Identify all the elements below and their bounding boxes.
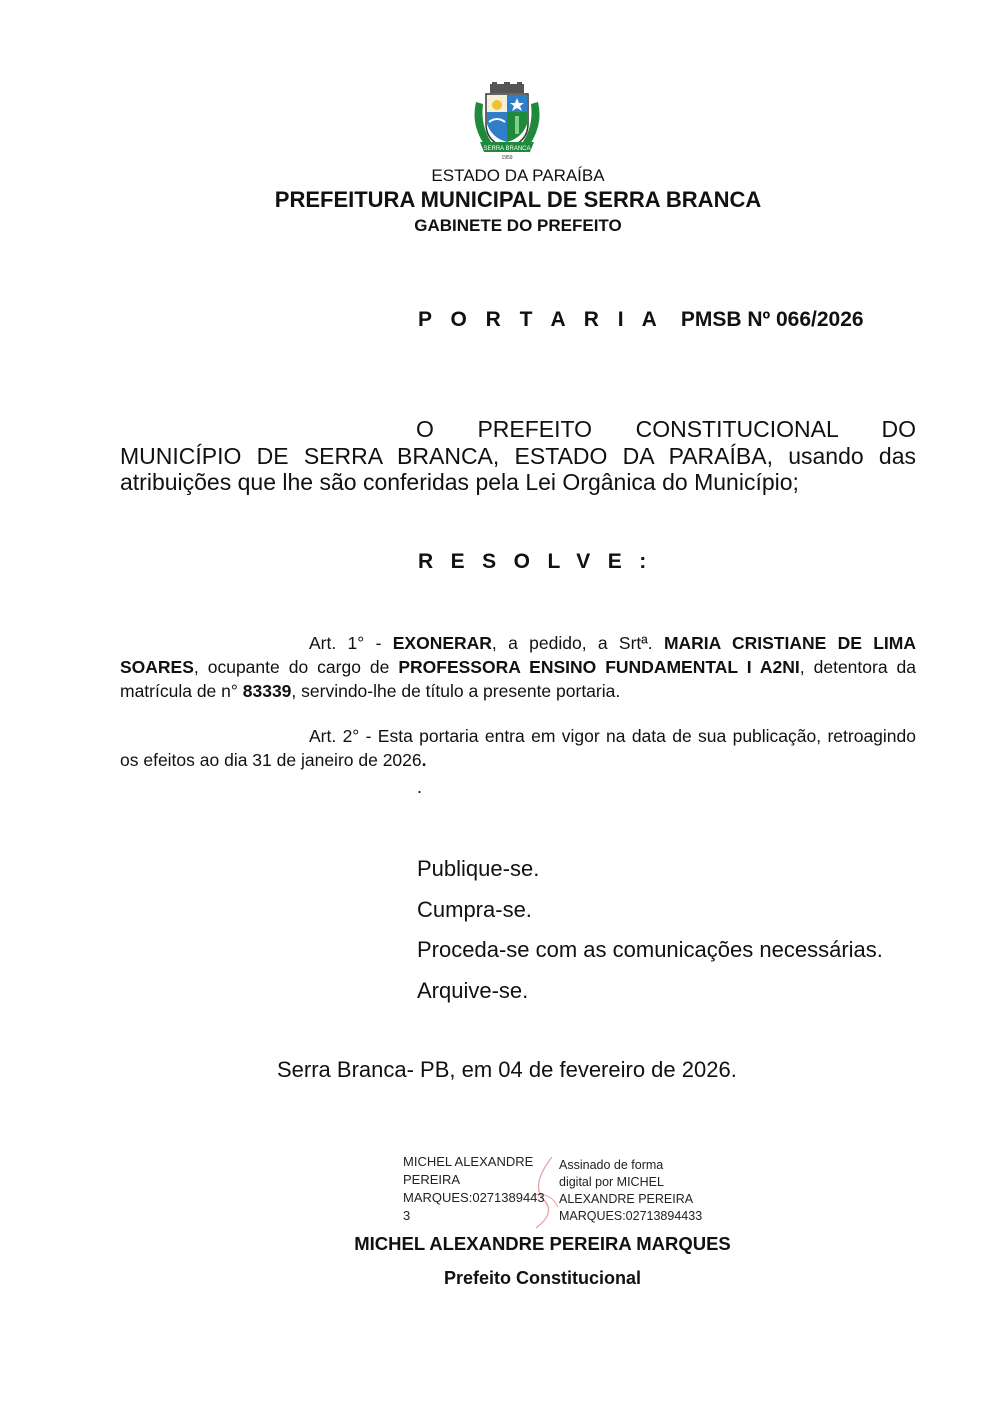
art1-text-3: , detentora da matrícula de n° bbox=[120, 657, 916, 701]
sig-right-line-4: MARQUES:02713894433 bbox=[559, 1209, 703, 1223]
art1-person-name: MARIA CRISTIANE DE LIMA SOARES bbox=[120, 633, 916, 677]
intro-line-1: O PREFEITO CONSTITUCIONAL DO bbox=[416, 416, 916, 442]
art1-text-2: , ocupante do cargo de bbox=[193, 657, 399, 677]
closing-publish: Publique-se. bbox=[417, 856, 540, 881]
municipal-crest-icon bbox=[468, 82, 546, 160]
resolve-heading: RESOLVE: bbox=[418, 550, 664, 573]
closing-archive: Arquive-se. bbox=[417, 978, 529, 1003]
closing-comply: Cumpra-se. bbox=[417, 897, 532, 922]
art1-text-1: , a pedido, a Srtª. bbox=[491, 633, 664, 653]
digital-signature-right bbox=[559, 1157, 702, 1225]
intro-line-2: MUNICÍPIO DE SERRA BRANCA, ESTADO DA PARAÍBA, usando das bbox=[120, 442, 916, 469]
date-line: Serra Branca- PB, em 04 de fevereiro de 2026. bbox=[277, 1057, 737, 1082]
sig-left-line-2: PEREIRA bbox=[403, 1172, 461, 1187]
digital-signature-left bbox=[403, 1153, 545, 1225]
title-number: PMSB Nº 066/2026 bbox=[680, 308, 864, 331]
art1-role: PROFESSORA ENSINO FUNDAMENTAL I A2NI bbox=[398, 657, 800, 677]
crest-year-text: 1959 bbox=[501, 155, 513, 160]
art1-text-4: , servindo-lhe de título a presente portaria. bbox=[291, 681, 621, 701]
sig-left-line-4: 3 bbox=[403, 1208, 411, 1223]
sig-right-line-1: Assinado de forma bbox=[559, 1158, 664, 1172]
intro-paragraph bbox=[120, 416, 916, 469]
article-2 bbox=[120, 724, 916, 772]
crest-banner-text: SERRA BRANCA bbox=[483, 146, 531, 152]
art1-registration: 83339 bbox=[242, 681, 292, 701]
closing-proceed: Proceda-se com as comunicações necessárias. bbox=[417, 937, 883, 962]
article-1 bbox=[120, 631, 916, 703]
sig-left-line-1: MICHEL ALEXANDRE bbox=[403, 1154, 534, 1169]
office-heading: GABINETE DO PREFEITO bbox=[414, 216, 622, 235]
municipality-heading: PREFEITURA MUNICIPAL DE SERRA BRANCA bbox=[274, 187, 762, 212]
sig-left-line-3: MARQUES:0271389443 bbox=[403, 1190, 545, 1205]
art1-verb: EXONERAR bbox=[392, 633, 492, 653]
state-heading: ESTADO DA PARAÍBA bbox=[431, 166, 605, 185]
art1-prefix: Art. 1° - bbox=[309, 633, 393, 653]
document-title bbox=[418, 308, 864, 332]
title-word: P O R T A R I A bbox=[418, 308, 664, 331]
intro-line-3: atribuições que lhe são conferidas pela Lei Orgânica do Município; bbox=[120, 469, 799, 495]
sig-right-line-2: digital por MICHEL bbox=[559, 1175, 664, 1189]
signer-role: Prefeito Constitucional bbox=[443, 1268, 641, 1288]
sig-right-line-3: ALEXANDRE PEREIRA bbox=[559, 1192, 694, 1206]
signer-name: MICHEL ALEXANDRE PEREIRA MARQUES bbox=[354, 1233, 731, 1254]
art2-text: Art. 2° - Esta portaria entra em vigor na data de sua publicação, retroagindo os efeitos ao dia 31 de janeiro de 2026 bbox=[120, 726, 916, 770]
stray-dot: . bbox=[417, 777, 423, 797]
art2-end: . bbox=[421, 750, 427, 770]
